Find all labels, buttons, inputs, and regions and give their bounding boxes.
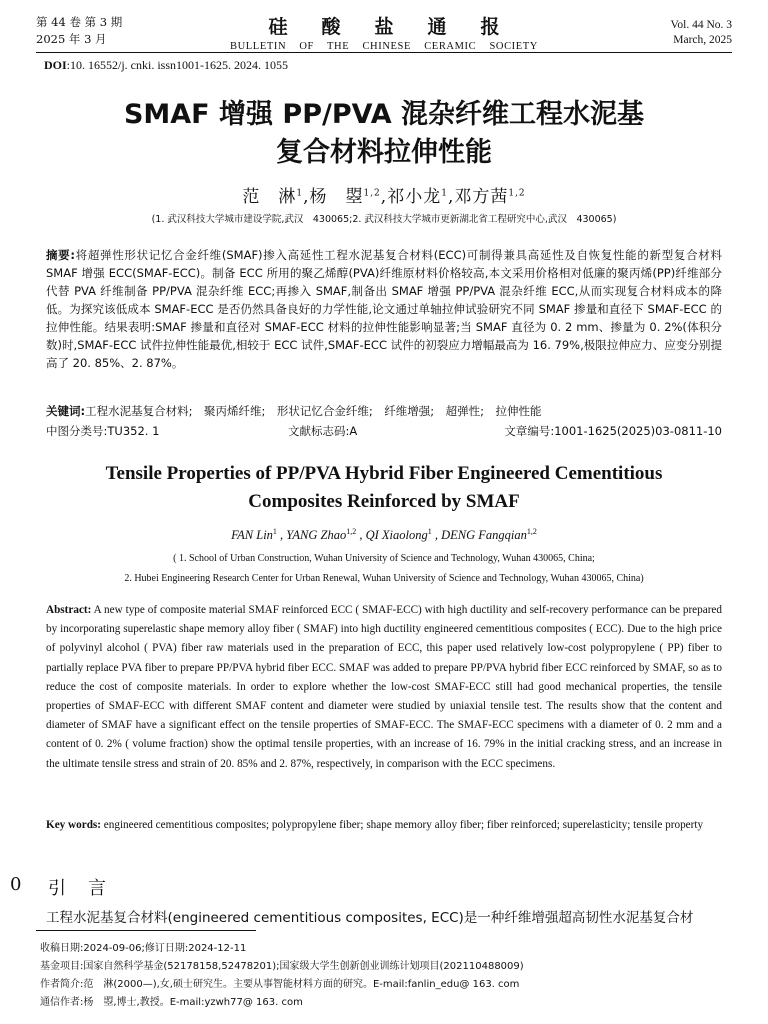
abstract-cn-label: 摘要:: [46, 248, 75, 262]
paper-title-en: [0, 460, 768, 516]
paper-title-cn: [0, 96, 768, 172]
running-head-right: [671, 18, 732, 48]
date-en: March, 2025: [673, 34, 732, 46]
doi-line[interactable]: [44, 58, 288, 73]
authors-en: [0, 527, 768, 543]
title-cn-line2: 复合材料拉伸性能: [276, 137, 492, 168]
doi-value[interactable]: :10. 16552/j. cnki. issn1001-1625. 2024. 1055: [66, 58, 289, 72]
author-cn-affil-mark: 1,2: [363, 188, 381, 199]
section-title: 引言: [48, 878, 128, 899]
date-cn: 2025 年 3 月: [36, 32, 107, 46]
author-en-separator: ,: [356, 528, 366, 543]
author-cn-separator: ,: [447, 187, 455, 207]
keywords-en-text: engineered cementitious composites; polypropylene fiber; shape memory alloy fiber; fiber reinforced; superelasticity; tensile property: [101, 819, 704, 831]
abstract-en: [46, 601, 722, 774]
document-code: 文献标志码:A: [288, 424, 358, 438]
footnote-author-bio: 作者简介:范 淋(2000—),女,硕士研究生。主要从事智能材料方面的研究。E-mail:fanlin_edu@ 163. com: [40, 979, 520, 990]
journal-name-cn: 硅酸盐通报: [268, 16, 534, 38]
footnotes: [40, 940, 740, 1012]
author-cn-name: 范 淋: [242, 187, 297, 207]
title-cn-line1: SMAF 增强 PP/PVA 混杂纤维工程水泥基: [123, 99, 645, 130]
author-en-affil-mark: 1: [427, 527, 432, 536]
abstract-en-text: A new type of composite material SMAF reinforced ECC ( SMAF-ECC) with high ductility and self-recovery performance can be prepared by incorporating superelastic shape memory alloy fiber ( SMAF) into high ductility engineered cementitious composites ( ECC). Due to the high price of polyvinyl alcohol ( PVA) fiber raw materials used in the preparation of ECC, this paper used relatively low-cost polypropylene ( PP) fiber to partially replace PVA fiber to prepare PP/PVA hybrid fiber ECC. SMAF was added to prepare PP/PVA hybrid fiber ECC reinforced by SMAF, so as to reduce the cost of composite materials. In order to explore whether the low-cost SMAF-ECC still had good mechanical properties, the tensile properties of SMAF-ECC with different SMAF content and diameter were studied by uniaxial tensile test. The results show that the content and diameter of SMAF have a significant effect on the tensile properties of SMAF-ECC. The SMAF-ECC specimens with a diameter of 0. 2 mm and a content of 0. 2% ( volume fraction) show the optimal tensile properties, with an increase of 16. 79% in the initial cracking stress, and an increase in the ultimate tensile stress and strain of 20. 85% and 2. 87%, respectively, in comparison with the ECC specimens.: [46, 604, 722, 770]
abstract-en-label: Abstract:: [46, 604, 92, 616]
journal-masthead: [0, 12, 768, 52]
abstract-cn: [46, 246, 722, 372]
author-en-name: QI Xiaolong: [365, 528, 428, 543]
author-cn-separator: ,: [303, 187, 310, 207]
author-en-affil-mark: 1: [272, 527, 277, 536]
article-number: 文章编号:1001-1625(2025)03-0811-10: [504, 424, 722, 438]
section-number: 0: [10, 874, 22, 895]
clc-number: 中图分类号:TU352. 1: [46, 424, 160, 438]
affiliation-en: [0, 549, 768, 589]
title-en-line2: Composites Reinforced by SMAF: [248, 491, 520, 512]
footnote-received: 收稿日期:2024-09-06;修订日期:2024-12-11: [40, 943, 247, 954]
footnote-corresponding: 通信作者:杨 曌,博士,教授。E-mail:yzwh77@ 163. com: [40, 997, 303, 1008]
author-en-affil-mark: 1,2: [346, 527, 357, 536]
affiliation-en-line1: ( 1. School of Urban Construction, Wuhan University of Science and Technology, Wuhan 430065, China;: [173, 553, 595, 564]
author-cn-name: 杨 曌: [309, 187, 364, 207]
author-cn-name: 祁小龙: [387, 187, 442, 207]
affiliation-cn: (1. 武汉科技大学城市建设学院,武汉 430065;2. 武汉科技大学城市更新湖北省工程研究中心,武汉 430065): [151, 214, 617, 225]
authors-cn: [0, 182, 768, 207]
volume-issue-en: Vol. 44 No. 3: [670, 19, 732, 31]
journal-name-en: BULLETIN OF THE CHINESE CERAMIC SOCIETY: [230, 41, 538, 52]
keywords-en: [46, 816, 722, 835]
footnote-rule: [36, 930, 256, 931]
header-rule: [36, 52, 732, 53]
author-en-name: DENG Fangqian: [441, 528, 527, 543]
doi-label: DOI: [44, 58, 67, 72]
keywords-cn: [46, 402, 722, 420]
author-cn-name: 邓方茜: [454, 187, 509, 207]
author-cn-affil-mark: 1: [441, 188, 448, 199]
volume-issue-cn: 第 44 卷 第 3 期: [36, 15, 123, 29]
affiliation-en-line2: 2. Hubei Engineering Research Center for Urban Renewal, Wuhan University of Science and Technology, Wuhan 430065, China): [124, 573, 644, 584]
author-en-name: FAN Lin: [231, 528, 273, 543]
author-en-separator: ,: [431, 528, 442, 543]
author-cn-affil-mark: 1,2: [508, 188, 526, 199]
author-en-affil-mark: 1,2: [526, 527, 537, 536]
keywords-cn-label: 关键词:: [46, 404, 86, 418]
footnote-funding: 基金项目:国家自然科学基金(52178158,52478201);国家级大学生创新创业训练计划项目(202110488009): [40, 961, 524, 972]
keywords-cn-text: 工程水泥基复合材料; 聚丙烯纤维; 形状记忆合金纤维; 纤维增强; 超弹性; 拉伸性能: [85, 404, 542, 418]
author-cn-separator: ,: [380, 187, 388, 207]
author-en-name: YANG Zhao: [286, 528, 347, 543]
abstract-cn-text: 将超弹性形状记忆合金纤维(SMAF)掺入高延性工程水泥基复合材料(ECC)可制得兼具高延性及自恢复性能的新型复合材料 SMAF 增强 ECC(SMAF-ECC)。制备 ECC 所用的聚乙烯醇(PVA)纤维原材料价格较高,本文采用价格相对低廉的聚丙烯(PP)纤维部分代替 PVA 纤维制备 PP/PVA 混杂纤维 ECC;再掺入 SMAF,制备出 SMAF 增强 PP/PVA 混杂纤维 ECC,从而实现复合材料成本的降低。为探究该低成本 SMAF-ECC 是否仍然具备良好的力学性能,论文通过单轴拉伸试验研究不同 SMAF 掺量和直径下 SMAF-ECC 的拉伸性能。结果表明:SMAF 掺量和直径对 SMAF-ECC 材料的拉伸性能影响显著;当 SMAF 直径为 0. 2 mm、掺量为 0. 2%(体积分数)时,SMAF-ECC 试件拉伸性能最优,相较于 ECC 试件,SMAF-ECC 试件的初裂应力增幅最高为 16. 79%,极限拉伸应力、应变分别提高了 20. 85%、2. 87%。: [46, 248, 722, 370]
author-en-separator: ,: [276, 528, 287, 543]
intro-first-line: 工程水泥基复合材料(engineered cementitious composites, ECC)是一种纤维增强超高韧性水泥基复合材: [46, 910, 694, 926]
title-en-line1: Tensile Properties of PP/PVA Hybrid Fiber Engineered Cementitious: [105, 463, 663, 484]
keywords-en-label: Key words:: [46, 819, 101, 831]
author-cn-affil-mark: 1: [296, 188, 304, 199]
